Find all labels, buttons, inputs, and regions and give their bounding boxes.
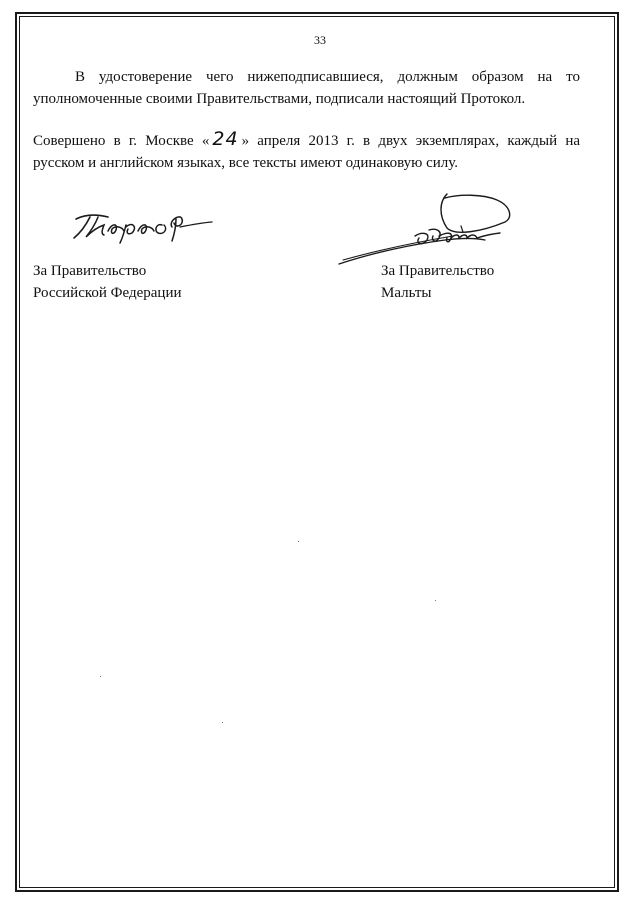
page-number: 33 [314, 33, 326, 47]
execution-text-start: Совершено в г. Москве « [33, 133, 210, 149]
signatory-malta-line2: Мальты [381, 285, 432, 301]
handwritten-day: 24 [212, 128, 239, 150]
signatory-russia [33, 260, 182, 304]
scan-speck [298, 541, 299, 542]
signatory-russia-line2: Российской Федерации [33, 285, 182, 301]
signatory-malta [381, 260, 494, 304]
execution-paragraph [33, 128, 580, 174]
signatory-malta-line1: За Правительство [381, 263, 495, 279]
scan-speck [435, 600, 436, 601]
signature-russia [68, 205, 218, 245]
execution-text-end: » апреля 2013 г. в двух экземплярах, каждый на русском и английском языках, все тексты имеют одинаковую силу. [33, 133, 581, 171]
signatory-russia-line1: За Правительство [33, 263, 147, 279]
attestation-paragraph: В удостоверение чего нижеподписавшиеся, должным образом на то уполномоченные своими Правительствами, подписали настоящий Протокол. [33, 69, 580, 107]
scan-speck [222, 722, 223, 723]
scan-speck [100, 676, 101, 677]
signature-malta [335, 188, 510, 268]
